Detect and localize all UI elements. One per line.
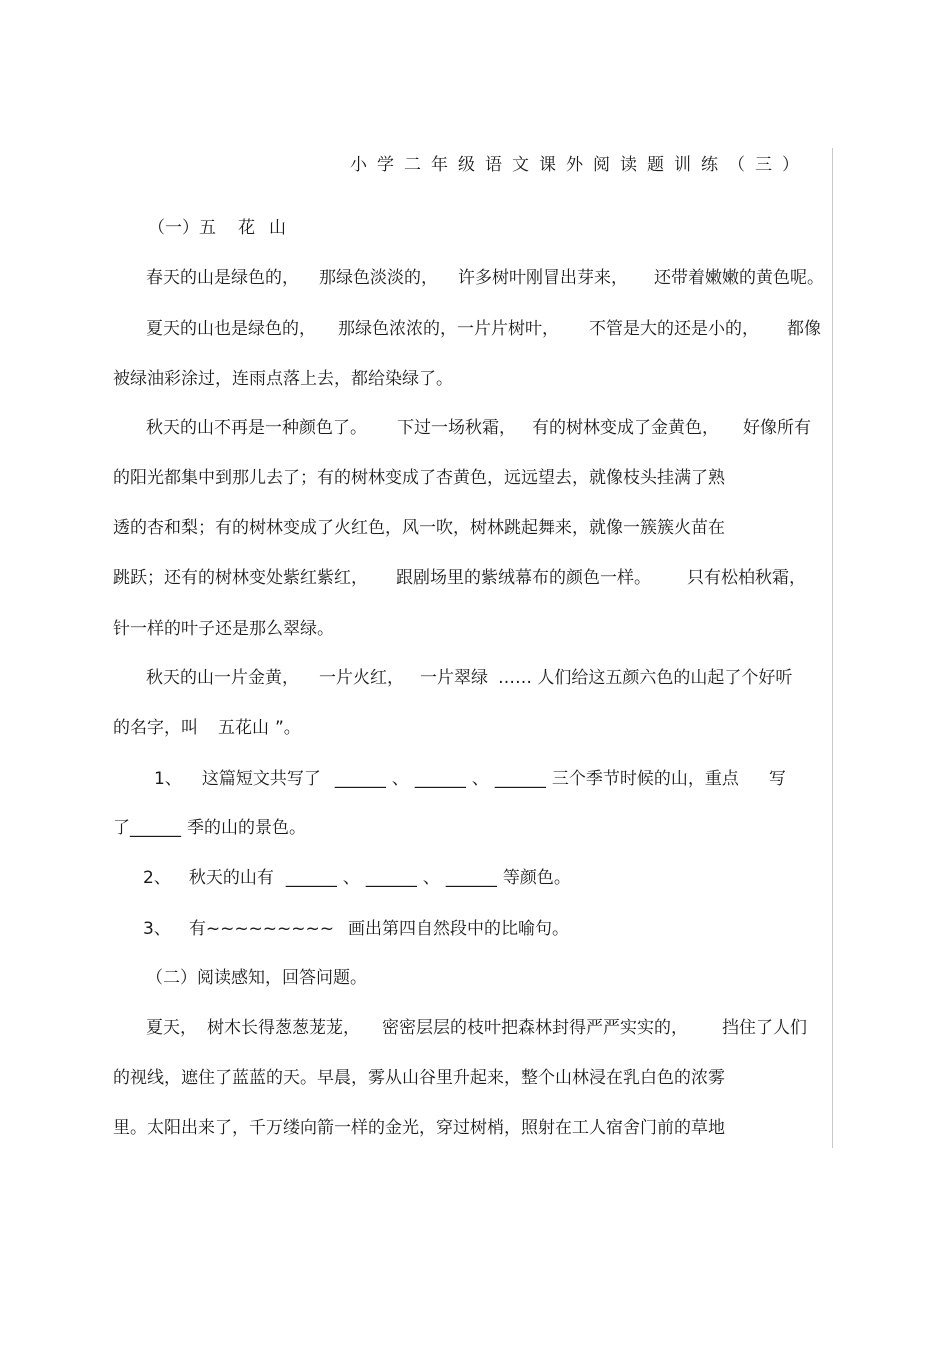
question-1-cont bbox=[113, 817, 306, 839]
answer-blank[interactable]: ______ bbox=[365, 868, 417, 888]
text-segment: 跟剧场里的紫绒幕布的颜色一样。 bbox=[396, 568, 651, 588]
text-segment: 秋天的山一片金黄， bbox=[146, 668, 299, 688]
text-segment: 夏天， bbox=[146, 1018, 197, 1038]
paragraph-line bbox=[146, 267, 824, 289]
question-1 bbox=[154, 768, 786, 790]
text-segment: 下过一场秋霜， bbox=[397, 418, 516, 438]
answer-blank[interactable]: ______ bbox=[445, 868, 497, 888]
section-heading-1 bbox=[148, 217, 286, 239]
text-segment: 秋天的山不再是一种颜色了。 bbox=[146, 418, 367, 438]
text-segment: 那绿色淡淡的， bbox=[319, 268, 438, 288]
paragraph-line: 被绿油彩涂过，连雨点落上去，都给染绿了。 bbox=[113, 369, 453, 389]
question-number: 3、 bbox=[143, 919, 171, 939]
text-segment: 跳跃；还有的树林变处紫红紫红， bbox=[113, 568, 368, 588]
text-segment: 画出第四自然段中的比喻句。 bbox=[348, 919, 570, 939]
text-segment: 这篇短文共写了 bbox=[201, 769, 321, 789]
heading-part: 花 bbox=[238, 218, 255, 238]
text-segment: 秋天的山有 bbox=[188, 868, 274, 888]
paragraph-line: 的视线，遮住了蓝蓝的天。早晨，雾从山谷里升起来，整个山林浸在乳白色的浓雾 bbox=[113, 1068, 725, 1088]
page-title: 小学二年级语文课外阅读题训练（三） bbox=[350, 155, 809, 175]
paragraph-line: 的阳光都集中到那儿去了；有的树林变成了杏黄色，远远望去，就像枝头挂满了熟 bbox=[113, 468, 725, 488]
question-2 bbox=[143, 867, 571, 889]
answer-blank[interactable]: ______ bbox=[414, 769, 466, 789]
text-segment: 树木长得葱葱茏茏， bbox=[207, 1018, 360, 1038]
text-segment: 都像 bbox=[787, 319, 821, 339]
text-segment: 一片火红， bbox=[319, 668, 404, 688]
paragraph-line: 透的杏和梨；有的树林变成了火红色，风一吹，树林跳起舞来，就像一簇簇火苗在 bbox=[113, 518, 725, 538]
text-segment: 许多树叶刚冒出芽来， bbox=[458, 268, 628, 288]
text-segment: 有~~~~~~~~~ bbox=[188, 919, 335, 939]
question-number: 1、 bbox=[154, 769, 182, 789]
paragraph-line: 里。太阳出来了，千万缕向箭一样的金光，穿过树梢，照射在工人宿舍门前的草地 bbox=[113, 1118, 725, 1138]
paragraph-line bbox=[113, 567, 806, 589]
text-segment: 、 bbox=[342, 868, 360, 888]
text-segment: 只有松柏秋霜， bbox=[687, 568, 806, 588]
text-segment: 有的树林变成了金黄色， bbox=[532, 418, 719, 438]
text-segment: 的名字，叫 bbox=[113, 718, 198, 738]
text-segment: 季的山的景色。 bbox=[187, 818, 306, 838]
paragraph-line bbox=[113, 717, 301, 739]
text-segment: 五花山 bbox=[218, 718, 269, 738]
question-3 bbox=[143, 918, 569, 940]
paragraph-line bbox=[146, 667, 792, 689]
question-number: 2、 bbox=[143, 868, 171, 888]
answer-blank[interactable]: ______ bbox=[130, 818, 181, 838]
text-segment: 好像所有 bbox=[743, 418, 811, 438]
paragraph-line bbox=[146, 1017, 807, 1039]
heading-part: 山 bbox=[269, 218, 286, 238]
paragraph-line: 针一样的叶子还是那么翠绿。 bbox=[113, 619, 334, 639]
paragraph-line bbox=[146, 417, 811, 439]
text-segment: 了 bbox=[113, 818, 130, 838]
answer-blank[interactable]: ______ bbox=[285, 868, 337, 888]
text-segment: 等颜色。 bbox=[502, 868, 571, 888]
text-segment: 一片翠绿 bbox=[420, 668, 488, 688]
text-segment: 、 bbox=[422, 868, 440, 888]
text-segment: 挡住了人们 bbox=[722, 1018, 807, 1038]
answer-blank[interactable]: ______ bbox=[494, 769, 546, 789]
text-segment: 密密层层的枝叶把森林封得严严实实的， bbox=[382, 1018, 688, 1038]
text-segment: 、 bbox=[471, 769, 489, 789]
text-segment: 不管是大的还是小的， bbox=[589, 319, 759, 339]
text-segment: 写 bbox=[768, 769, 786, 789]
page-right-border bbox=[832, 148, 833, 1148]
answer-blank[interactable]: ______ bbox=[334, 769, 386, 789]
text-segment: …… 人们给这五颜六色的山起了个好听 bbox=[498, 668, 793, 688]
text-segment: 、 bbox=[391, 769, 409, 789]
heading-part: （一）五 bbox=[148, 218, 216, 238]
text-segment: 春天的山是绿色的， bbox=[146, 268, 299, 288]
text-segment: 夏天的山也是绿色的， bbox=[146, 319, 316, 339]
text-segment: 还带着嫩嫩的黄色呢。 bbox=[654, 268, 824, 288]
text-segment: 那绿色浓浓的，一片片树叶， bbox=[338, 319, 559, 339]
paragraph-line bbox=[146, 318, 821, 340]
section-heading-2: （二）阅读感知，回答问题。 bbox=[146, 968, 367, 988]
text-segment: 三个季节时候的山，重点 bbox=[551, 769, 739, 789]
text-segment: ”。 bbox=[275, 718, 301, 738]
